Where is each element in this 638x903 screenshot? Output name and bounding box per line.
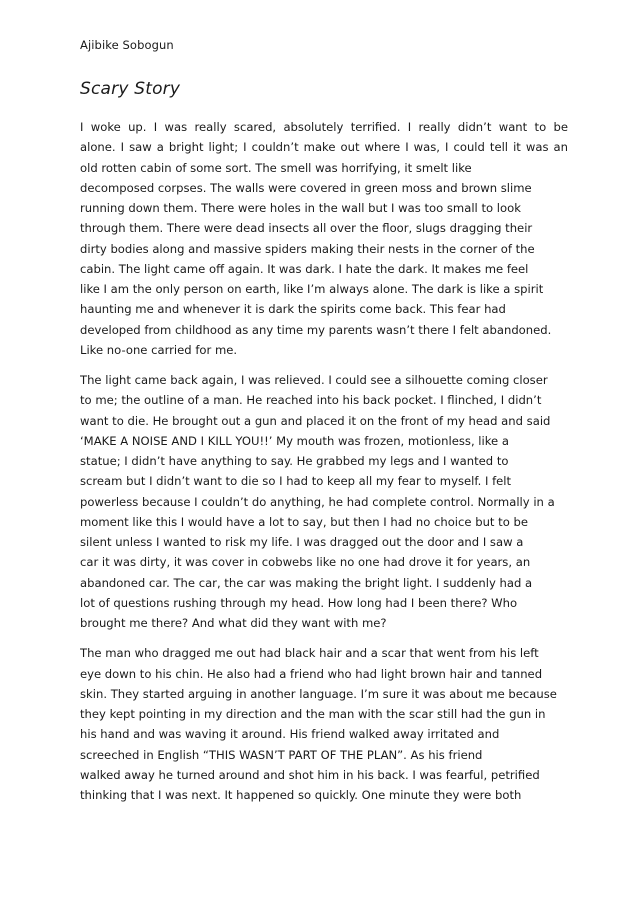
text-line: Like no-one carried for me. — [80, 342, 238, 357]
text-line: abandoned car. The car, the car was making the bright light. I suddenly had a — [80, 575, 533, 590]
text-line: dirty bodies along and massive spiders making their nests in the corner of the — [80, 241, 535, 256]
text-line: statue; I didn’t have anything to say. He grabbed my legs and I wanted to — [80, 454, 509, 468]
text-line: screeched in English “THIS WASN’T PART OF THE PLAN”. As his friend — [80, 747, 483, 762]
text-line: decomposed corpses. The walls were covered in green moss and brown slime — [80, 180, 532, 195]
story-title: Scary Story — [80, 79, 181, 99]
story-body — [80, 117, 568, 815]
text-line: powerless because I couldn’t do anything, he had complete control. Normally in a — [80, 494, 555, 509]
text-line: haunting me and whenever it is dark the spirits come back. This fear had — [80, 302, 506, 317]
text-line: The man who dragged me out had black hair and a scar that went from his left — [80, 646, 539, 661]
text-line: ‘MAKE A NOISE AND I KILL YOU!!’ My mouth was frozen, motionless, like a — [80, 433, 509, 448]
text-line: eye down to his chin. He also had a friend who had light brown hair and tanned — [80, 666, 543, 681]
text-line: silent unless I wanted to risk my life. I was dragged out the door and I saw a — [80, 535, 524, 549]
author-name: Ajibike Sobogun — [80, 38, 174, 52]
text-line: to me; the outline of a man. He reached into his back pocket. I flinched, I didn’t — [80, 393, 542, 408]
text-line: thinking that I was next. It happened so quickly. One minute they were both — [80, 788, 522, 802]
text-line: walked away he turned around and shot him in his back. I was fearful, petrified — [80, 767, 540, 782]
text-line: skin. They started arguing in another language. I’m sure it was about me because — [80, 686, 557, 701]
text-line: alone. I saw a bright light; I couldn’t make out where I was, I could tell it was an — [80, 140, 568, 155]
text-line: running down them. There were holes in the wall but I was too small to look — [80, 201, 521, 215]
text-line: developed from childhood as any time my parents wasn’t there I felt abandoned. — [80, 322, 552, 337]
text-line: like I am the only person on earth, like I’m always alone. The dark is like a spirit — [80, 282, 544, 296]
paragraph-1 — [80, 117, 568, 360]
paragraph-3 — [80, 643, 568, 805]
text-line: I woke up. I was really scared, absolutely terrified. I really didn’t want to be — [80, 120, 568, 134]
text-line: car it was dirty, it was cover in cobwebs like no one had drove it for years, an — [80, 555, 531, 570]
text-line: his hand and was waving it around. His friend walked away irritated and — [80, 727, 500, 742]
text-line: cabin. The light came off again. It was dark. I hate the dark. It makes me feel — [80, 261, 529, 276]
text-line: lot of questions rushing through my head. How long had I been there? Who — [80, 595, 518, 610]
text-line: want to die. He brought out a gun and placed it on the front of my head and said — [80, 413, 551, 428]
text-line: through them. There were dead insects all over the floor, slugs dragging their — [80, 221, 533, 236]
text-line: The light came back again, I was relieved. I could see a silhouette coming closer — [80, 373, 548, 387]
text-line: old rotten cabin of some sort. The smell was horrifying, it smelt like — [80, 160, 472, 175]
text-line: they kept pointing in my direction and the man with the scar still had the gun in — [80, 707, 546, 721]
text-line: scream but I didn’t want to die so I had to keep all my fear to myself. I felt — [80, 474, 512, 489]
text-line: moment like this I would have a lot to say, but then I had no choice but to be — [80, 514, 528, 529]
paragraph-2 — [80, 370, 568, 633]
text-line: brought me there? And what did they want with me? — [80, 616, 387, 630]
